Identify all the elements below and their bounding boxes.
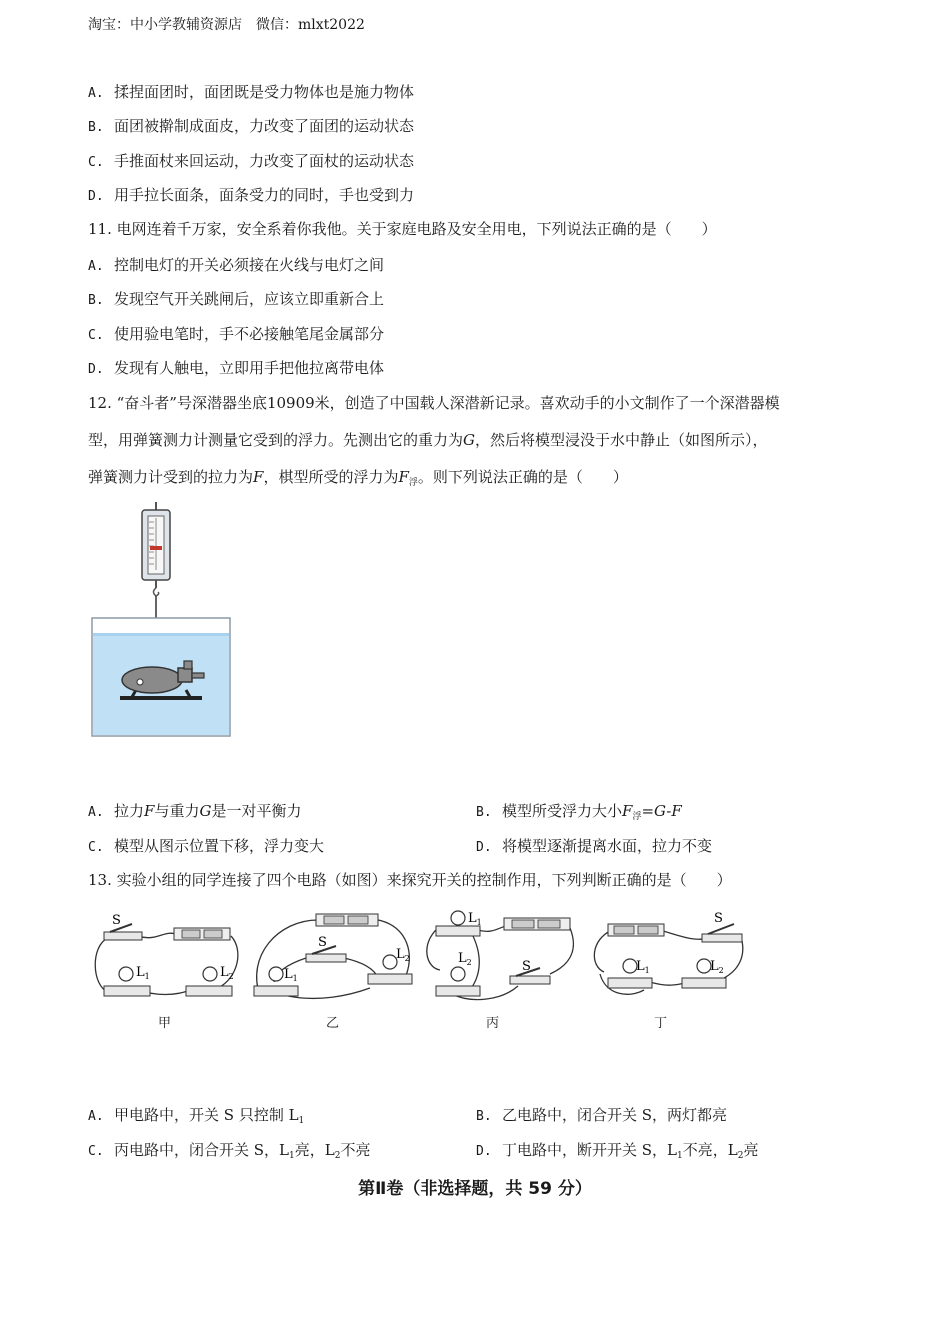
svg-text:S: S bbox=[714, 911, 723, 926]
q11-option-b: B. 发现空气开关跳闸后，应该立即重新合上 bbox=[88, 290, 385, 308]
svg-text:L1: $L_1$ bbox=[136, 965, 150, 981]
svg-text:L1: $L_1$ bbox=[284, 967, 298, 983]
q13-option-c: C. 丙电路中，闭合开关 S，$L_1$亮，$L_2$不亮 bbox=[88, 1141, 371, 1161]
q12-figure-spring-scale-tank bbox=[86, 500, 236, 742]
q13-option-a: A. 甲电路中，开关 S 只控制 $L_1$ bbox=[88, 1106, 305, 1126]
q10-option-d: D. 用手拉长面条，面条受力的同时，手也受到力 bbox=[88, 186, 415, 204]
caption-bing: 丙 bbox=[486, 1016, 500, 1031]
page-header: 淘宝：中小学教辅资源店 微信：mlxt2022 bbox=[88, 17, 365, 33]
q11-option-d: D. 发现有人触电，立即用手把他拉离带电体 bbox=[88, 359, 385, 377]
q12-stem-line2: 型，用弹簧测力计测量它受到的浮力。先测出它的重力为G，然后将模型浸没于水中静止（如图所示）， bbox=[88, 431, 768, 449]
circuit-yi bbox=[248, 906, 420, 1006]
q10-option-c: C. 手推面杖来回运动，力改变了面杖的运动状态 bbox=[88, 152, 415, 170]
q10-option-b: B. 面团被擀制成面皮，力改变了面团的运动状态 bbox=[88, 117, 415, 135]
q13-option-b: B. 乙电路中，闭合开关 S，两灯都亮 bbox=[476, 1106, 728, 1124]
label-s: S bbox=[112, 913, 121, 928]
caption-yi: 乙 bbox=[326, 1016, 340, 1031]
svg-text:L2: $L_2$ bbox=[710, 959, 724, 975]
svg-text:L1: $L_1$ bbox=[636, 959, 650, 975]
q11-option-c: C. 使用验电笔时，手不必接触笔尾金属部分 bbox=[88, 325, 385, 343]
q13-stem: 13. 实验小组的同学连接了四个电路（如图）来探究开关的控制作用，下列判断正确的是（ ） bbox=[88, 871, 732, 889]
circuit-jia bbox=[86, 906, 246, 1006]
section-title: 第Ⅱ卷（非选择题，共 59 分） bbox=[358, 1179, 592, 1199]
q12-option-c: C. 模型从图示位置下移，浮力变大 bbox=[88, 837, 325, 855]
svg-text:S: S bbox=[522, 959, 531, 974]
q12-option-d: D. 将模型逐渐提离水面，拉力不变 bbox=[476, 837, 713, 855]
q11-option-a: A. 控制电灯的开关必须接在火线与电灯之间 bbox=[88, 256, 385, 274]
caption-ding: 丁 bbox=[654, 1016, 668, 1031]
q10-option-a: A. 揉捏面团时，面团既是受力物体也是施力物体 bbox=[88, 83, 415, 101]
q13-option-d: D. 丁电路中，断开开关 S，$L_1$不亮，$L_2$亮 bbox=[476, 1141, 759, 1161]
svg-text:L1: $L_1$ bbox=[468, 911, 482, 927]
q12-option-b: B. 模型所受浮力大小$F_浮=G-F$ bbox=[476, 802, 682, 822]
svg-text:L2: $L_2$ bbox=[396, 947, 410, 963]
caption-jia: 甲 bbox=[158, 1016, 172, 1031]
q12-stem-line3: 弹簧测力计受到的拉力为F，棋型所受的浮力为$F_浮$。则下列说法正确的是（ ） bbox=[88, 468, 628, 488]
svg-text:L2: $L_2$ bbox=[458, 951, 472, 967]
svg-text:S: S bbox=[318, 935, 327, 950]
circuit-bing bbox=[422, 904, 580, 1004]
svg-text:L2: $L_2$ bbox=[220, 965, 234, 981]
q12-option-a: A. 拉力F与重力G是一对平衡力 bbox=[88, 802, 302, 820]
q12-stem-line1: 12. “奋斗者”号深潜器坐底10909米，创造了中国载人深潜新记录。喜欢动手的小文制作了一个深潜器模 bbox=[88, 394, 780, 412]
circuit-ding bbox=[590, 906, 750, 1006]
q11-stem: 11. 电网连着千万家，安全系着你我他。关于家庭电路及安全用电，下列说法正确的是（ ） bbox=[88, 220, 717, 238]
